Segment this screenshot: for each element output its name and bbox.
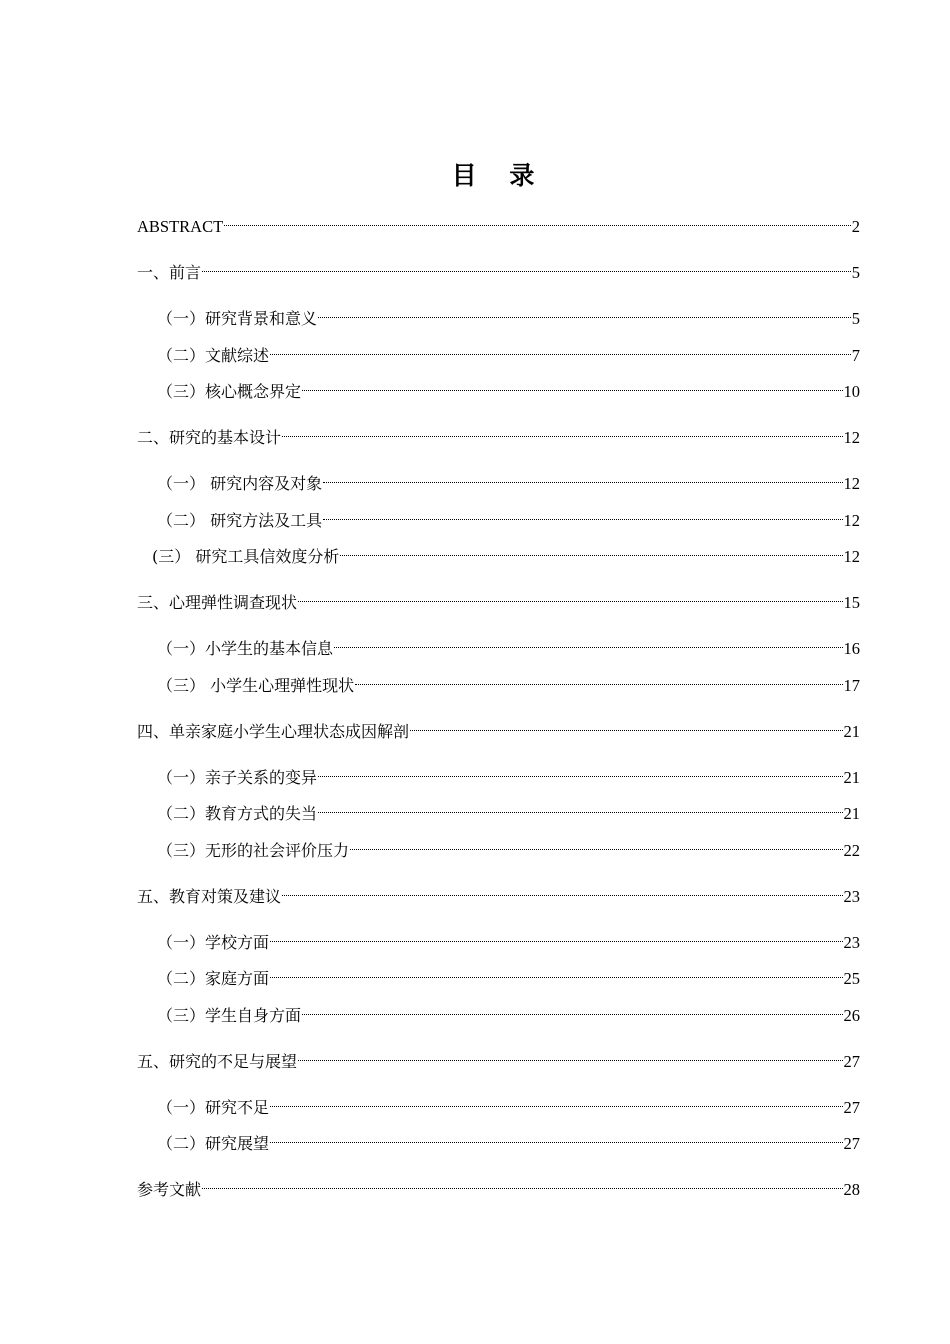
toc-entry-label: （二）研究展望 — [157, 1134, 270, 1153]
dot-leader — [340, 534, 842, 562]
dot-leader — [302, 993, 842, 1021]
toc-entry-abstract[interactable] — [137, 204, 860, 236]
toc-entry-label: （二） 研究方法及工具 — [157, 510, 323, 530]
toc-entry-subsection[interactable] — [137, 333, 860, 365]
toc-entry-page: 28 — [843, 1180, 860, 1199]
toc-entry-subsection[interactable] — [137, 828, 860, 860]
dot-leader — [202, 1167, 842, 1195]
dot-leader — [270, 333, 851, 361]
dot-leader — [282, 874, 842, 902]
toc-entry-page: 26 — [843, 1005, 860, 1025]
toc-entry-subsection[interactable] — [137, 791, 860, 823]
toc-entry-label: （二）教育方式的失当 — [157, 804, 318, 823]
dot-leader — [270, 1121, 842, 1149]
dot-leader — [298, 1039, 842, 1067]
table-of-contents — [137, 204, 860, 1199]
toc-entry-page: 27 — [843, 1097, 860, 1117]
toc-entry-page: 16 — [843, 639, 860, 658]
toc-entry-page: 15 — [843, 593, 860, 612]
toc-entry-subsection[interactable] — [137, 920, 860, 952]
dot-leader — [270, 956, 842, 984]
toc-entry-section-1[interactable] — [137, 250, 860, 282]
toc-entry-page: 7 — [851, 345, 860, 365]
toc-entry-page: 21 — [843, 721, 860, 741]
toc-entry-section-2[interactable] — [137, 415, 860, 447]
toc-entry-label: （三）无形的社会评价压力 — [157, 840, 350, 860]
dot-leader — [323, 461, 842, 489]
toc-entry-page: 12 — [843, 428, 860, 447]
toc-entry-page: 12 — [843, 547, 860, 566]
toc-entry-label: （一）学校方面 — [157, 932, 270, 952]
toc-entry-page: 23 — [843, 932, 860, 952]
toc-entry-label: 四、单亲家庭小学生心理状态成因解剖 — [137, 721, 410, 741]
toc-entry-label: 参考文献 — [137, 1180, 202, 1199]
toc-entry-section-6[interactable] — [137, 1039, 860, 1071]
dot-leader — [302, 369, 842, 397]
toc-entry-subsection[interactable] — [137, 663, 860, 695]
toc-entry-label: 三、心理弹性调查现状 — [137, 593, 298, 612]
toc-entry-label: （一）小学生的基本信息 — [157, 639, 334, 658]
toc-entry-page: 21 — [843, 804, 860, 823]
toc-entry-label: （三）学生自身方面 — [157, 1005, 302, 1025]
toc-entry-subsection[interactable] — [137, 1121, 860, 1153]
dot-leader — [270, 1085, 842, 1113]
dot-leader — [202, 250, 851, 278]
dot-leader — [298, 580, 842, 608]
toc-entry-label: 五、研究的不足与展望 — [137, 1051, 298, 1071]
toc-entry-label: 五、教育对策及建议 — [137, 886, 282, 906]
toc-entry-subsection[interactable] — [137, 956, 860, 988]
dot-leader — [410, 709, 842, 737]
dot-leader — [318, 296, 851, 324]
toc-entry-page: 21 — [843, 767, 860, 787]
toc-entry-label: （一）研究不足 — [157, 1097, 270, 1117]
toc-entry-label: （一） 研究内容及对象 — [157, 474, 323, 493]
dot-leader — [282, 415, 842, 443]
toc-entry-page: 12 — [843, 510, 860, 530]
toc-entry-label: （一）研究背景和意义 — [157, 309, 318, 328]
toc-entry-label: （一）亲子关系的变异 — [157, 767, 318, 787]
toc-entry-subsection[interactable] — [137, 1085, 860, 1117]
dot-leader — [355, 663, 842, 691]
toc-entry-subsection[interactable] — [137, 296, 860, 328]
toc-entry-section-5[interactable] — [137, 874, 860, 906]
toc-entry-page: 2 — [851, 217, 860, 236]
toc-entry-page: 12 — [843, 474, 860, 493]
dot-leader — [318, 755, 842, 783]
toc-entry-subsection[interactable] — [137, 993, 860, 1025]
dot-leader — [224, 204, 851, 232]
toc-entry-section-3[interactable] — [137, 580, 860, 612]
toc-entry-page: 17 — [843, 675, 860, 695]
dot-leader — [318, 791, 842, 819]
dot-leader — [350, 828, 842, 856]
toc-entry-subsection[interactable] — [137, 755, 860, 787]
toc-entry-page: 25 — [843, 969, 860, 988]
toc-entry-page: 27 — [843, 1134, 860, 1153]
toc-entry-subsection[interactable] — [137, 369, 860, 401]
dot-leader — [334, 626, 842, 654]
toc-entry-label: （二）文献综述 — [157, 345, 270, 365]
toc-entry-subsection[interactable] — [137, 626, 860, 658]
toc-entry-subsection[interactable] — [137, 461, 860, 493]
toc-entry-page: 5 — [851, 263, 860, 282]
toc-entry-label: 二、研究的基本设计 — [137, 428, 282, 447]
toc-entry-label: （三）核心概念界定 — [157, 382, 302, 401]
toc-entry-label: ABSTRACT — [137, 217, 224, 236]
toc-entry-section-4[interactable] — [137, 709, 860, 741]
toc-entry-label: （三） 小学生心理弹性现状 — [157, 675, 355, 695]
toc-entry-page: 23 — [843, 886, 860, 906]
toc-entry-page: 5 — [851, 309, 860, 328]
dot-leader — [270, 920, 842, 948]
toc-entry-page: 27 — [843, 1051, 860, 1071]
toc-entry-page: 22 — [843, 840, 860, 860]
toc-entry-page: 10 — [843, 382, 860, 401]
toc-entry-references[interactable] — [137, 1167, 860, 1199]
toc-entry-subsection[interactable] — [137, 534, 860, 566]
dot-leader — [323, 498, 842, 526]
toc-title: 目 录 — [451, 161, 547, 190]
toc-entry-label: 一、前言 — [137, 263, 202, 282]
toc-entry-label: （二）家庭方面 — [157, 969, 270, 988]
toc-entry-subsection[interactable] — [137, 498, 860, 530]
toc-entry-label: (三） 研究工具信效度分析 — [152, 547, 340, 566]
